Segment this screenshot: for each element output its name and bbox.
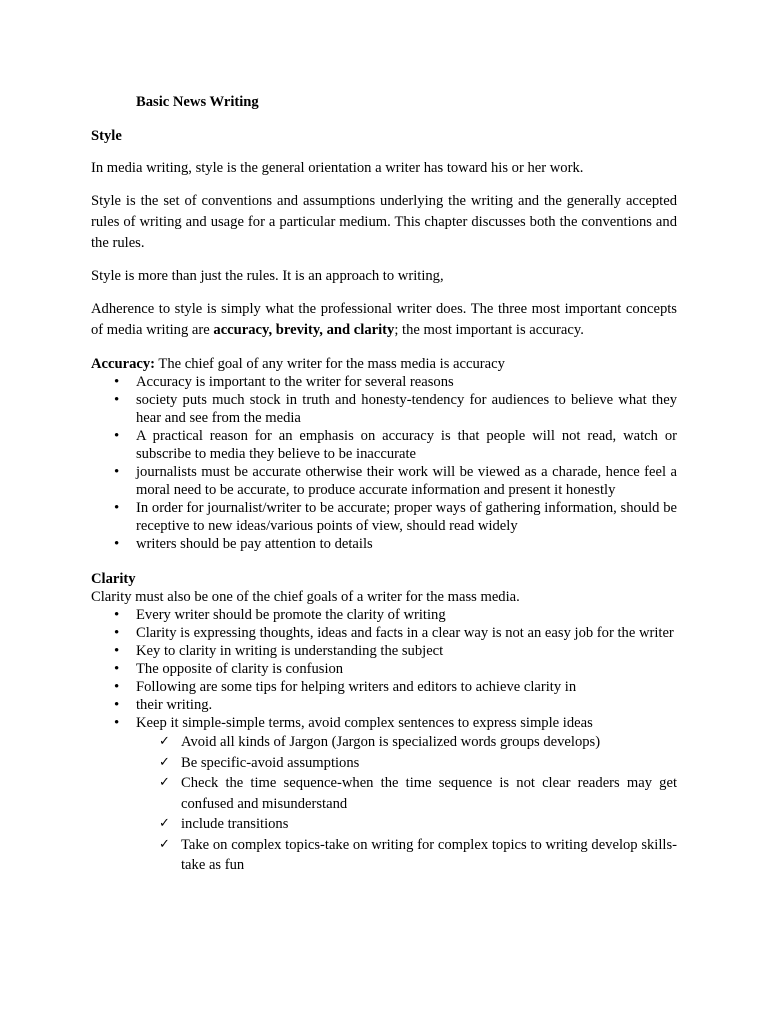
checkmark-icon: ✓ [159,775,170,790]
checklist-item-text: Be specific-avoid assumptions [181,754,360,771]
clarity-bullet-item: • their writing. [136,696,677,714]
checkmark-icon: ✓ [159,754,170,770]
checklist-item-text: Take on complex topics-take on writing for complex topics to writing develop skills-take as fun [181,836,677,873]
clarity-bullet-item: • Clarity is expressing thoughts, ideas and facts in a clear way is not an easy job for the writer [136,624,677,642]
accuracy-label: Accuracy: [91,356,156,372]
checklist-item-text: Check the time sequence-when the time sequence is not clear readers may get confused and misunderstand [181,775,677,812]
style-paragraph-4-bold: accuracy, brevity, and clarity [213,322,395,338]
document-title: Basic News Writing [136,94,259,110]
accuracy-lead [91,355,677,373]
clarity-lead: Clarity must also be one of the chief goals of a writer for the mass media. [91,589,520,605]
accuracy-bullet-item: • journalists must be accurate otherwise their work will be viewed as a charade, hence feel a moral need to be accurate, to produce accurate information and present it honestly [136,463,677,499]
document-page [91,92,677,876]
accuracy-bullet-item: • In order for journalist/writer to be accurate; proper ways of gathering information, should be receptive to new ideas/various points of view, should read widely [136,499,677,535]
checkmark-icon: ✓ [159,816,170,831]
accuracy-bullet-item: • writers should be pay attention to details [136,535,677,553]
style-heading: Style [91,128,122,144]
clarity-bullet-item: • Following are some tips for helping writers and editors to achieve clarity in [136,678,677,696]
checkmark-icon: ✓ [159,734,170,749]
clarity-bullet-list [91,606,677,732]
checklist-item [159,732,677,753]
accuracy-lead-text: The chief goal of any writer for the mass media is accuracy [155,356,505,372]
clarity-heading: Clarity [91,571,136,587]
accuracy-bullet-list [91,373,677,553]
checklist-item [159,773,677,814]
style-paragraph-1: In media writing, style is the general orientation a writer has toward his or her work. [91,160,584,176]
style-paragraph-3: Style is more than just the rules. It is an approach to writing, [91,268,444,284]
style-paragraph-4-end: ; the most important is accuracy. [394,322,584,338]
checklist-item-text: include transitions [181,816,289,832]
checklist-item [159,835,677,876]
style-paragraph-2: Style is the set of conventions and assumptions underlying the writing and the generally accepted rules of writing and usage for a particular medium. This chapter discusses both the conventions and the rules. [91,193,677,251]
checklist-item [159,753,677,774]
checklist-item [159,814,677,835]
clarity-bullet-item: • Keep it simple-simple terms, avoid complex sentences to express simple ideas [136,714,677,732]
style-paragraph-4 [91,299,677,341]
style-paragraph-4-start: Adherence to style is simply what the professional writer does. The three most important concepts of media writing are [91,301,677,338]
checklist-item-text: Avoid all kinds of Jargon (Jargon is specialized words groups develops) [181,734,601,750]
clarity-bullet-item: • Every writer should be promote the clarity of writing [136,606,677,624]
accuracy-bullet-item: • Accuracy is important to the writer for several reasons [136,373,677,391]
clarity-bullet-item: • The opposite of clarity is confusion [136,660,677,678]
checkmark-icon: ✓ [159,836,170,852]
accuracy-bullet-item: • society puts much stock in truth and honesty-tendency for audiences to believe what they hear and see from the media [136,391,677,427]
clarity-bullet-item: • Key to clarity in writing is understanding the subject [136,642,677,660]
clarity-checklist [91,732,677,876]
accuracy-bullet-item: • A practical reason for an emphasis on accuracy is that people will not read, watch or subscribe to media they believe to be inaccurate [136,427,677,463]
